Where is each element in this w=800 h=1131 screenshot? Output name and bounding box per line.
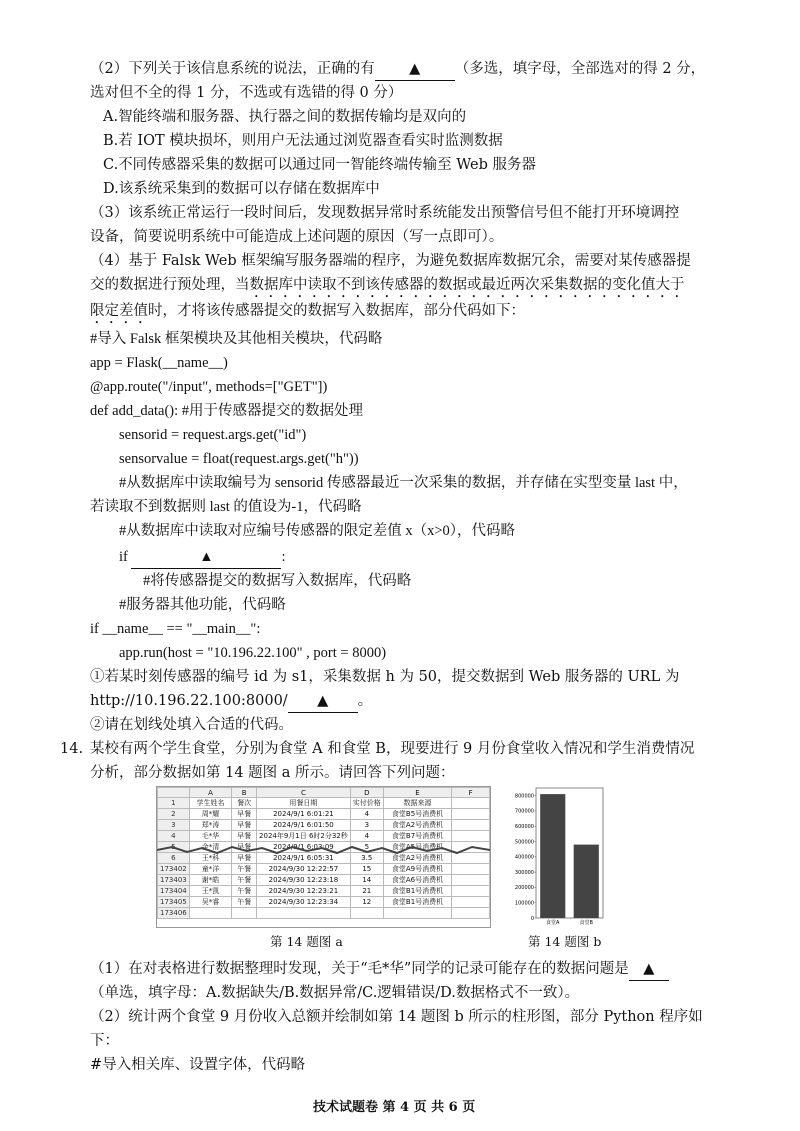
q14-1-text: （1）在对表格进行数据整理时发现，关于“毛*华”同学的记录可能存在的数据问题是 [90, 961, 629, 977]
table-cell: 2024/9/1 6:03:09 [257, 842, 351, 853]
table-cell: 14 [350, 875, 383, 886]
q2-option-c: C.不同传感器采集的数据可以通过同一智能终端传输至 Web 服务器 [103, 157, 536, 173]
code-line-4: def add_data(): #用于传感器提交的数据处理 [90, 403, 364, 419]
q2-stem-text-2: （多选，填字母，全部选对的得 2 分， [454, 61, 706, 77]
col-header: A [189, 788, 232, 798]
blank-marker: ▲ [317, 693, 329, 709]
table-cell: 午餐 [232, 897, 257, 908]
table-cell: 吴*睿 [189, 897, 232, 908]
spreadsheet-figure [156, 786, 491, 928]
row-header: 173405 [158, 897, 190, 908]
q4-line3 [90, 300, 525, 327]
q4-line3-text: 时，才将该传感器提交的数据写入数据库，部分代码如下： [148, 303, 525, 319]
row-header: 173406 [158, 908, 190, 918]
table-cell: 2024/9/1 6:01:21 [257, 809, 351, 820]
table-cell: 谢*皓 [189, 875, 232, 886]
q14-1-line1 [90, 958, 669, 981]
table-cell: 食堂A9号消费机 [383, 864, 451, 875]
table-cell: 午餐 [232, 864, 257, 875]
table-cell: 午餐 [232, 875, 257, 886]
code-if-keyword: if [119, 549, 128, 565]
table-cell [350, 908, 383, 918]
table-cell: 金*清 [189, 842, 232, 853]
table-cell: 早餐 [232, 831, 257, 842]
code-main-check: if __name__ == "__main__": [90, 621, 261, 637]
table-cell [257, 908, 351, 918]
blank-marker: ▲ [199, 549, 214, 565]
table-cell: 学生姓名 [189, 798, 232, 809]
table-cell: 餐次 [232, 798, 257, 809]
col-header: C [257, 788, 351, 798]
q2-stem-text: （2）下列关于该信息系统的说法，正确的有 [90, 61, 375, 77]
table-cell: 午餐 [232, 886, 257, 897]
table-cell: 3 [350, 820, 383, 831]
q3-line1: （3）该系统正常运行一段时间后，发现数据异常时系统能发出预警信号但不能打开环境调控 [90, 205, 680, 221]
table-cell: 5 [350, 842, 383, 853]
table-cell: 2024/9/30 12:23:34 [257, 897, 351, 908]
code-comment-1: #从数据库中读取编号为 sensorid 传感器最近一次采集的数据，并存储在实型变量 last 中， [119, 475, 688, 491]
q14-1-line2: （单选，填字母：A.数据缺失/B.数据异常/C.逻辑错误/D.数据格式不一致）。 [90, 985, 580, 1001]
table-cell: 食堂B5号消费机 [383, 809, 451, 820]
table-row [158, 809, 490, 820]
code-if-line [119, 546, 286, 569]
table-cell: 实付价格 [350, 798, 383, 809]
col-header: F [452, 788, 490, 798]
sub1-line1: ①若某时刻传感器的编号 id 为 s1，采集数据 h 为 50，提交数据到 Web 服务器的 URL 为 [90, 669, 680, 685]
y-tick-label: 100000 [514, 900, 534, 907]
q4-line2 [90, 274, 685, 301]
code-line-3: @app.route("/input", methods=["GET"]) [90, 379, 328, 395]
code-line-1: #导入 Falsk 框架模块及其他相关模块，代码略 [90, 331, 383, 347]
q2-option-a: A.智能终端和服务器、执行器之间的数据传输均是双向的 [103, 109, 467, 125]
q14-2-line1: （2）统计两个食堂 9 月份收入总额并绘制如第 14 题图 b 所示的柱形图，部分 Python 程序如 [90, 1009, 703, 1025]
table-cell [452, 886, 490, 897]
y-tick-label: 300000 [514, 869, 534, 876]
row-header: 4 [158, 831, 190, 842]
table-cell [189, 908, 232, 918]
q2-option-b: B.若 IOT 模块损坏，则用户无法通过浏览器查看实时监测数据 [103, 133, 503, 149]
table-cell: 12 [350, 897, 383, 908]
table-cell: 2024/9/30 12:23:18 [257, 875, 351, 886]
y-tick-label: 400000 [514, 854, 534, 861]
col-header: D [350, 788, 383, 798]
x-tick-label: 食堂B [579, 920, 593, 926]
q3-line2: 设备，简要说明系统中可能造成上述问题的原因（写一点即可）。 [90, 229, 504, 245]
table-row [158, 897, 490, 908]
table-cell: 早餐 [232, 853, 257, 864]
table-cell: 食堂A2号消费机 [383, 820, 451, 831]
figure-b-caption: 第 14 题图 b [528, 934, 602, 949]
table-cell: 食堂B1号消费机 [383, 886, 451, 897]
answer-blank-if-condition[interactable] [131, 546, 281, 569]
column-header-row [158, 788, 490, 798]
table-cell: 数据来源 [383, 798, 451, 809]
table-row [158, 820, 490, 831]
bar-食堂A [540, 794, 565, 918]
code-app-run: app.run(host = "10.196.22.100" , port = 8000) [119, 645, 387, 661]
table-row [158, 798, 490, 809]
code-if-colon: : [281, 549, 286, 565]
code-line-2: app = Flask(__name__) [90, 355, 228, 371]
code-comment-2: #从数据库中读取对应编号传感器的限定差值 x（x>0），代码略 [119, 523, 516, 539]
table-cell: 郑*涛 [189, 820, 232, 831]
table-cell: 食堂A2号消费机 [383, 853, 451, 864]
table-row [158, 831, 490, 842]
q4-line3-emphasis: 限定差值 [90, 303, 148, 319]
code-line-6: sensorvalue = float(request.args.get("h")) [119, 451, 359, 467]
sub1-url: http://10.196.22.100:8000/ [90, 693, 288, 709]
blank-marker: ▲ [409, 61, 421, 77]
y-tick-label: 700000 [514, 808, 534, 815]
table-cell: 早餐 [232, 809, 257, 820]
sub1-line2 [90, 690, 372, 713]
table-cell: 食堂B7号消费机 [383, 831, 451, 842]
q4-line2-emphasis: 数据库中读取不到该传感器的数据或最近两次采集数据的变化值大于 [249, 277, 685, 293]
col-header: B [232, 788, 257, 798]
table-cell: 早餐 [232, 820, 257, 831]
table-cell [452, 864, 490, 875]
row-header: 5 [158, 842, 190, 853]
y-tick-label: 200000 [514, 885, 534, 892]
table-cell [452, 908, 490, 918]
q14-2-line3: #导入相关库、设置字体，代码略 [90, 1057, 306, 1073]
col-header: E [383, 788, 451, 798]
table-cell: 王*科 [189, 853, 232, 864]
sub1-end: 。 [357, 693, 373, 709]
x-tick-label: 食堂A [546, 920, 560, 926]
table-row [158, 864, 490, 875]
table-cell: 2024/9/1 6:01:50 [257, 820, 351, 831]
table-cell: 周*耀 [189, 809, 232, 820]
q14-2-line2: 下： [90, 1033, 119, 1049]
bar-chart [505, 786, 605, 934]
q2-stem [90, 58, 705, 81]
table-cell: 毛*华 [189, 831, 232, 842]
table-cell: 2024/9/30 12:23:21 [257, 886, 351, 897]
y-tick-label: 500000 [514, 839, 534, 846]
code-comment-4: #服务器其他功能，代码略 [119, 597, 286, 613]
torn-edge-divider [157, 845, 490, 855]
answer-blank-q2[interactable] [375, 58, 455, 81]
y-tick-label: 800000 [514, 793, 534, 800]
q14-line2: 分析，部分数据如第 14 题图 a 所示。请回答下列问题： [90, 765, 455, 781]
table-cell [452, 820, 490, 831]
table-cell [383, 908, 451, 918]
table-cell [452, 875, 490, 886]
table-row [158, 875, 490, 886]
table-cell: 3.5 [350, 853, 383, 864]
corner-cell [158, 788, 190, 798]
q4-line1: （4）基于 Falsk Web 框架编写服务器端的程序，为避免数据库数据冗余，需要对某传感器提 [90, 253, 691, 269]
table-cell [452, 831, 490, 842]
figure-a-caption: 第 14 题图 a [270, 934, 343, 949]
q14-line1: 某校有两个学生食堂，分别为食堂 A 和食堂 B，现要进行 9 月份食堂收入情况和学生消费情况 [90, 741, 695, 757]
table-cell: 4 [350, 831, 383, 842]
table-cell: 用餐日期 [257, 798, 351, 809]
table-cell: 食堂A5号消费机 [383, 842, 451, 853]
row-header: 173404 [158, 886, 190, 897]
table-cell [452, 798, 490, 809]
y-tick-label: 0 [530, 915, 534, 922]
table-cell: 早餐 [232, 842, 257, 853]
y-tick-label: 600000 [514, 824, 534, 831]
table-row [158, 908, 490, 918]
table-cell [452, 809, 490, 820]
sub2-line: ②请在划线处填入合适的代码。 [90, 717, 293, 733]
bar-食堂B [574, 845, 599, 918]
table-cell [452, 897, 490, 908]
table-cell: 21 [350, 886, 383, 897]
q2-option-d: D.该系统采集到的数据可以存储在数据库中 [103, 181, 380, 197]
code-comment-3: #将传感器提交的数据写入数据库，代码略 [143, 573, 412, 589]
row-header: 1 [158, 798, 190, 809]
q14-number: 14. [60, 741, 84, 757]
table-cell: 王*凯 [189, 886, 232, 897]
answer-blank-q14-1[interactable] [629, 958, 669, 981]
page-footer: 技术试题卷 第 4 页 共 6 页 [313, 1100, 476, 1115]
table-cell: 2024/9/1 6:05:31 [257, 853, 351, 864]
table-cell: 4 [350, 809, 383, 820]
q4-line2-text: 交的数据进行预处理，当 [90, 277, 250, 293]
row-header: 173403 [158, 875, 190, 886]
answer-blank-url[interactable] [288, 690, 358, 713]
table-cell: 2024年9月1日 6时2分32秒 [257, 831, 351, 842]
row-header: 3 [158, 820, 190, 831]
code-comment-1-cont: 若读取不到数据则 last 的值设为-1，代码略 [90, 499, 362, 515]
table-cell: 童*洋 [189, 864, 232, 875]
table-row [158, 886, 490, 897]
blank-marker: ▲ [643, 961, 655, 977]
table-cell: 食堂B1号消费机 [383, 897, 451, 908]
row-header: 6 [158, 853, 190, 864]
row-header: 2 [158, 809, 190, 820]
table-cell [232, 908, 257, 918]
table-cell: 食堂A6号消费机 [383, 875, 451, 886]
row-header: 173402 [158, 864, 190, 875]
table-cell: 15 [350, 864, 383, 875]
code-line-5: sensorid = request.args.get("id") [119, 427, 307, 443]
table-cell: 2024/9/30 12:22:57 [257, 864, 351, 875]
q2-stem-cont: 选对但不全的得 1 分，不选或有选错的得 0 分） [90, 85, 403, 101]
